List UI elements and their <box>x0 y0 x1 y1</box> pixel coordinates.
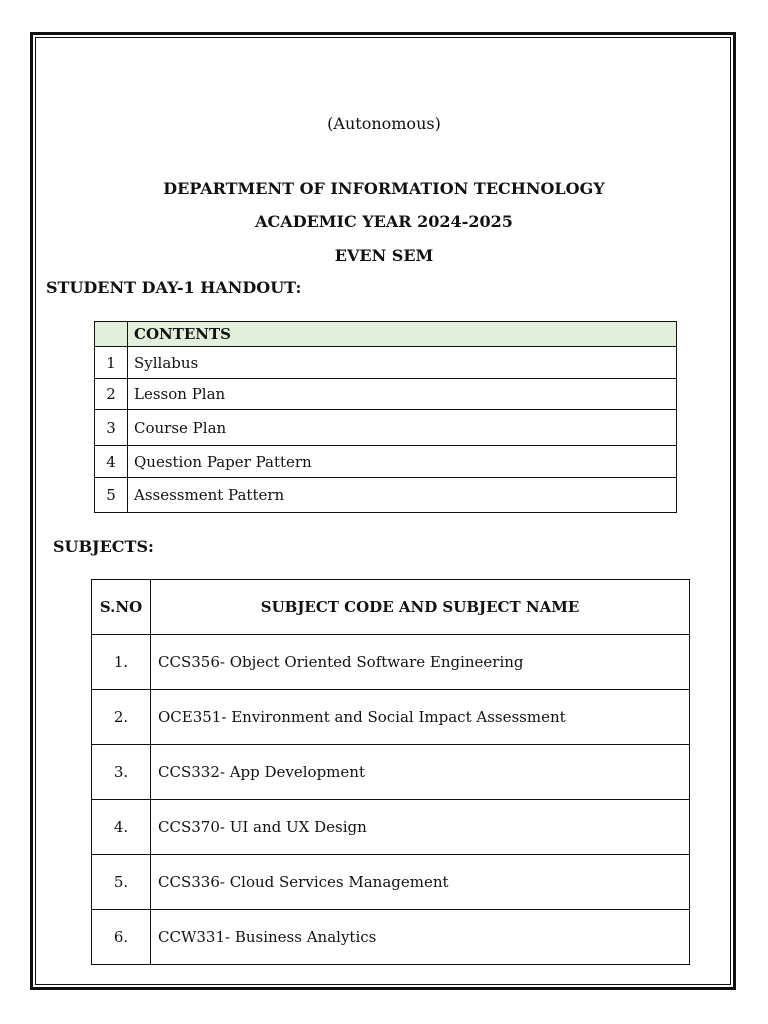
subject-sno: 5. <box>92 855 151 910</box>
autonomous-label: (Autonomous) <box>327 114 441 133</box>
subject-name: CCW331- Business Analytics <box>151 910 690 965</box>
semester-label: EVEN SEM <box>334 246 434 265</box>
content-item: Assessment Pattern <box>128 478 677 513</box>
column-header-subject: SUBJECT CODE AND SUBJECT NAME <box>151 580 690 635</box>
table-row <box>92 800 690 855</box>
row-number: 5 <box>95 478 128 513</box>
table-row <box>92 690 690 745</box>
subjects-header-row <box>92 580 690 635</box>
table-row <box>92 745 690 800</box>
table-row <box>95 446 677 478</box>
subject-name: CCS370- UI and UX Design <box>151 800 690 855</box>
contents-header: CONTENTS <box>128 322 677 347</box>
subjects-table <box>91 579 690 965</box>
table-row <box>95 478 677 513</box>
subject-sno: 1. <box>92 635 151 690</box>
academic-year: ACADEMIC YEAR 2024-2025 <box>255 212 513 231</box>
subject-sno: 4. <box>92 800 151 855</box>
row-number: 3 <box>95 410 128 446</box>
table-row <box>92 635 690 690</box>
table-row <box>92 910 690 965</box>
row-number: 1 <box>95 347 128 379</box>
table-row <box>95 379 677 410</box>
subject-sno: 3. <box>92 745 151 800</box>
handout-title: STUDENT DAY-1 HANDOUT: <box>46 278 302 297</box>
content-item: Course Plan <box>128 410 677 446</box>
subject-name: OCE351- Environment and Social Impact Assessment <box>151 690 690 745</box>
contents-header-row <box>95 322 677 347</box>
contents-table <box>94 321 677 513</box>
subject-name: CCS336- Cloud Services Management <box>151 855 690 910</box>
department-title: DEPARTMENT OF INFORMATION TECHNOLOGY <box>163 179 605 198</box>
contents-header-num <box>95 322 128 347</box>
table-row <box>95 347 677 379</box>
subject-sno: 6. <box>92 910 151 965</box>
subjects-title: SUBJECTS: <box>53 537 154 556</box>
table-row <box>95 410 677 446</box>
column-header-sno: S.NO <box>92 580 151 635</box>
content-item: Lesson Plan <box>128 379 677 410</box>
content-item: Syllabus <box>128 347 677 379</box>
table-row <box>92 855 690 910</box>
content-item: Question Paper Pattern <box>128 446 677 478</box>
subject-sno: 2. <box>92 690 151 745</box>
subject-name: CCS332- App Development <box>151 745 690 800</box>
subject-name: CCS356- Object Oriented Software Engineering <box>151 635 690 690</box>
row-number: 2 <box>95 379 128 410</box>
row-number: 4 <box>95 446 128 478</box>
